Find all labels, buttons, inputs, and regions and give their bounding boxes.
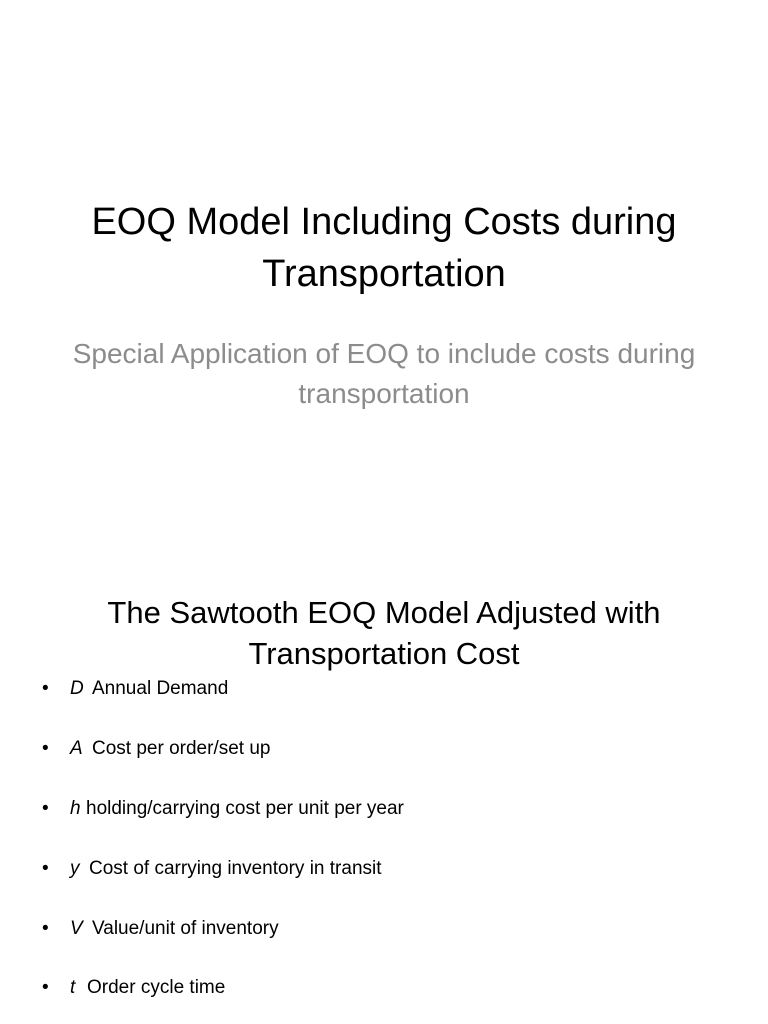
slide-1-title: EOQ Model Including Costs during Transportation: [91, 201, 677, 295]
variable-description: holding/carrying cost per unit per year: [86, 798, 404, 819]
list-item: [0, 856, 768, 882]
bullet-icon: •: [42, 738, 49, 759]
variable-symbol: V: [70, 918, 83, 939]
list-item: [0, 975, 768, 1001]
slide-2: [0, 576, 768, 1024]
variable-description: Cost per order/set up: [92, 738, 271, 759]
variable-symbol: D: [70, 678, 84, 699]
bullet-icon: •: [42, 977, 49, 998]
variable-description: Annual Demand: [92, 678, 229, 699]
bullet-icon: •: [42, 678, 49, 699]
variable-symbol: y: [70, 858, 80, 879]
bullet-icon: •: [42, 798, 49, 819]
list-item: [0, 736, 768, 762]
variable-symbol: A: [70, 738, 83, 759]
list-item: [0, 676, 768, 702]
list-item: [0, 796, 768, 822]
variable-symbol: h: [70, 798, 81, 819]
variable-description: Order cycle time: [87, 977, 226, 998]
variable-description: Cost of carrying inventory in transit: [89, 858, 382, 879]
slide-2-title: The Sawtooth EOQ Model Adjusted with Transportation Cost: [107, 595, 661, 671]
variable-symbol: t: [70, 977, 76, 998]
bullet-icon: •: [42, 858, 49, 879]
variable-description: Value/unit of inventory: [92, 918, 279, 939]
bullet-icon: •: [42, 918, 49, 939]
slide-1-subtitle: Special Application of EOQ to include costs during transportation: [72, 338, 696, 409]
list-item: [0, 916, 768, 942]
